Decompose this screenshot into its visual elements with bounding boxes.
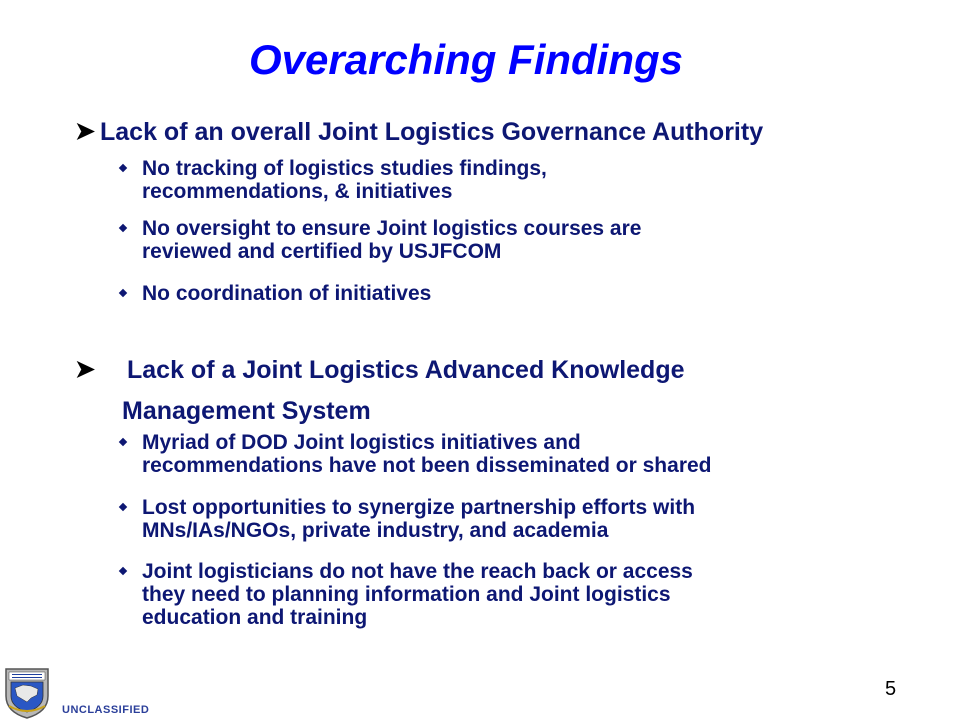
bullet-item-myriad [142, 431, 712, 477]
bullet-line: they need to planning information and Joint logistics [142, 583, 671, 606]
arrowhead-bullet-icon: ➤ [75, 356, 96, 383]
diamond-bullet-icon [119, 289, 127, 297]
bullet-item-coordination [142, 282, 431, 305]
bullet-line: No coordination of initiatives [142, 282, 432, 305]
bullet-item-lost-opportunities [142, 496, 695, 542]
shield-seal-logo-icon [3, 666, 51, 720]
diamond-bullet-icon [119, 503, 127, 511]
bullet-item-oversight [142, 217, 641, 263]
diamond-bullet-icon [119, 164, 127, 172]
diamond-bullet-icon [119, 438, 127, 446]
page-number: 5 [885, 678, 897, 700]
bullet-line: MNs/IAs/NGOs, private industry, and academia [142, 519, 609, 542]
bullet-line: reviewed and certified by USJFCOM [142, 240, 502, 263]
bullet-line: education and training [142, 606, 368, 629]
classification-marking: UNCLASSIFIED [62, 704, 150, 716]
bullet-item-tracking [142, 157, 547, 203]
section-heading-knowledge-management-cont: Management System [122, 397, 371, 425]
section-heading-governance: Lack of an overall Joint Logistics Governance Authority [100, 118, 764, 146]
bullet-line: recommendations, & initiatives [142, 180, 453, 203]
bullet-line: recommendations have not been disseminated or shared [142, 454, 712, 477]
bullet-line: Lost opportunities to synergize partnership efforts with [142, 496, 696, 519]
diamond-bullet-icon [119, 224, 127, 232]
bullet-item-reach-back [142, 560, 693, 629]
section-heading-knowledge-management: Lack of a Joint Logistics Advanced Knowledge [127, 356, 685, 384]
arrowhead-bullet-icon: ➤ [75, 118, 96, 145]
bullet-line: No tracking of logistics studies findings, [142, 157, 547, 180]
bullet-line: Joint logisticians do not have the reach back or access [142, 560, 693, 583]
bullet-line: No oversight to ensure Joint logistics courses are [142, 217, 642, 240]
diamond-bullet-icon [119, 567, 127, 575]
slide-title: Overarching Findings [248, 36, 684, 83]
bullet-line: Myriad of DOD Joint logistics initiatives and [142, 431, 581, 454]
